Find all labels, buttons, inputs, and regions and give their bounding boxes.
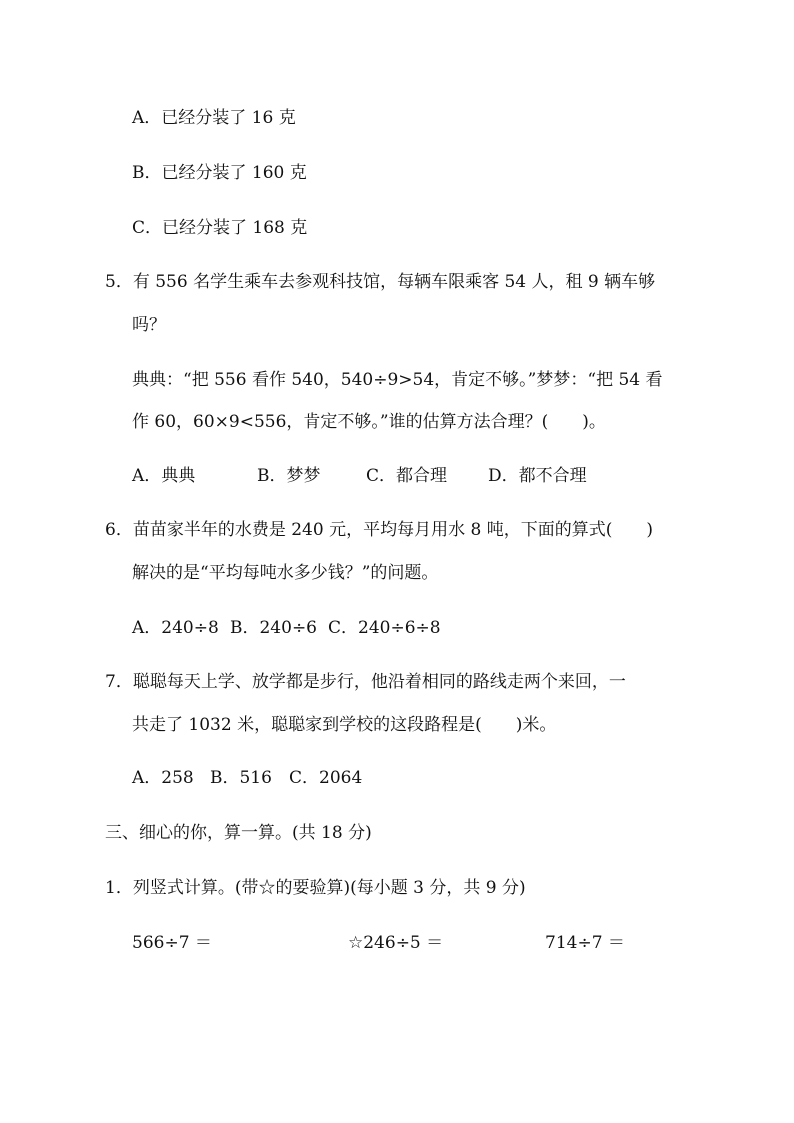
calc-item-3: 714÷7 ＝ <box>545 933 625 953</box>
q4-option-a: A．已经分装了 16 克 <box>132 108 296 128</box>
q7-option-a: A．258 <box>132 768 194 788</box>
q5-stem-line3: 典典：“把 556 看作 540，540÷9>54，肯定不够。”梦梦：“把 54 看 <box>132 370 663 390</box>
q7-option-b: B．516 <box>210 768 272 788</box>
calc-item-1: 566÷7 ＝ <box>132 933 212 953</box>
q6-stem-line2: 解决的是“平均每吨水多少钱？”的问题。 <box>132 563 439 583</box>
section-3-title: 三、细心的你，算一算。(共 18 分) <box>105 823 372 843</box>
section-3-subtitle: 1．列竖式计算。(带☆的要验算)(每小题 3 分，共 9 分) <box>105 878 526 898</box>
q5-stem-line4: 作 60，60×9<556，肯定不够。”谁的估算方法合理？( )。 <box>132 412 606 432</box>
q5-option-b: B．梦梦 <box>257 466 321 486</box>
q5-option-d: D．都不合理 <box>488 466 587 486</box>
q5-stem-line2: 吗？ <box>132 315 166 335</box>
calc-item-2: ☆246÷5 ＝ <box>348 933 444 953</box>
q6-option-c: C．240÷6÷8 <box>328 618 441 638</box>
q5-stem-line1: 5．有 556 名学生乘车去参观科技馆，每辆车限乘客 54 人，租 9 辆车够 <box>105 272 656 292</box>
q4-option-c: C．已经分装了 168 克 <box>132 218 308 238</box>
q7-stem-line2: 共走了 1032 米，聪聪家到学校的这段路程是( )米。 <box>132 715 557 735</box>
q6-option-a: A．240÷8 <box>132 618 219 638</box>
q7-option-c: C．2064 <box>289 768 363 788</box>
q4-option-b: B．已经分装了 160 克 <box>132 163 307 183</box>
q5-option-c: C．都合理 <box>366 466 448 486</box>
q5-option-a: A．典典 <box>132 466 196 486</box>
q6-option-b: B．240÷6 <box>230 618 318 638</box>
q6-stem-line1: 6．苗苗家半年的水费是 240 元，平均每月用水 8 吨，下面的算式( ) <box>105 520 653 540</box>
q7-stem-line1: 7．聪聪每天上学、放学都是步行，他沿着相同的路线走两个来回，一 <box>105 672 626 692</box>
